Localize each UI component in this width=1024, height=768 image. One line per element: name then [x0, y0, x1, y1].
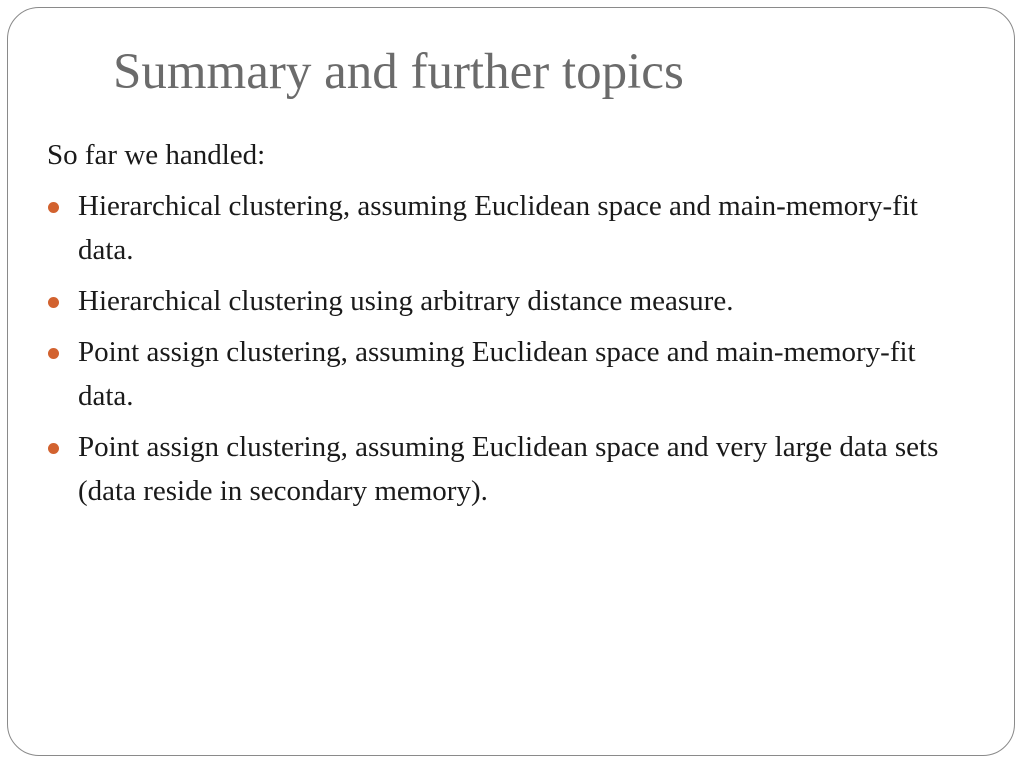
bullet-dot-icon: [48, 443, 59, 454]
bullet-list: [47, 184, 977, 513]
slide-body: [47, 133, 977, 513]
bullet-text: Point assign clustering, assuming Euclidean space and main-memory-fit data.: [78, 336, 916, 412]
bullet-item: [47, 279, 977, 323]
bullet-text: Point assign clustering, assuming Euclidean space and very large data sets (data reside in secondary memory).: [78, 431, 939, 507]
bullet-text: Hierarchical clustering using arbitrary distance measure.: [78, 285, 734, 317]
intro-text: So far we handled:: [47, 139, 266, 171]
slide-title: Summary and further topics: [113, 44, 684, 100]
bullet-text: Hierarchical clustering, assuming Euclidean space and main-memory-fit data.: [78, 190, 918, 266]
bullet-dot-icon: [48, 348, 59, 359]
bullet-dot-icon: [48, 297, 59, 308]
bullet-item: [47, 184, 977, 272]
bullet-item: [47, 425, 977, 513]
bullet-dot-icon: [48, 202, 59, 213]
bullet-item: [47, 330, 977, 418]
